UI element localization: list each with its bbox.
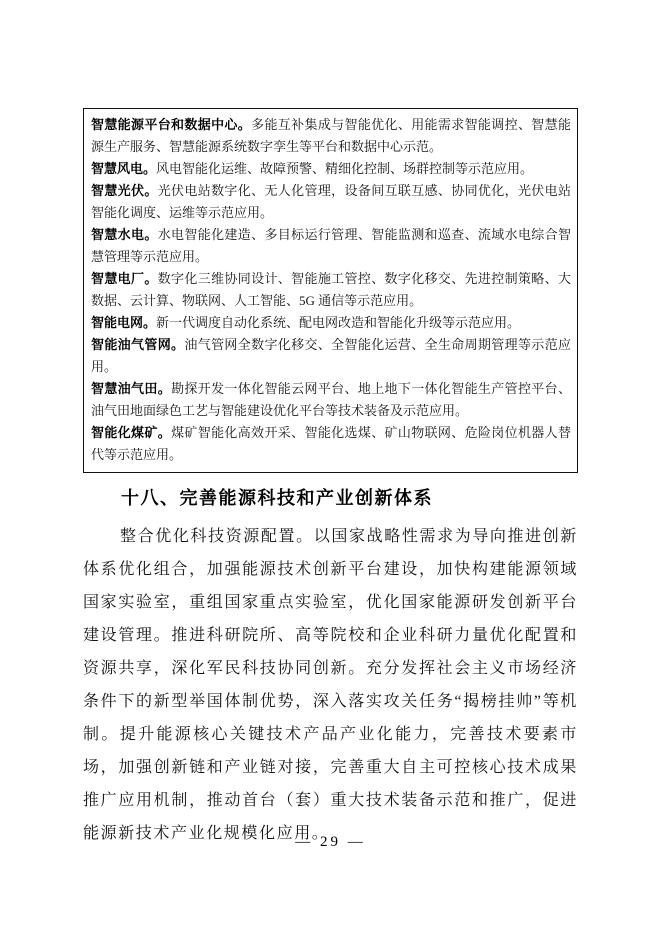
row-description: 数字化三维协同设计、智能施工管控、数字化移交、先进控制策略、大数据、云计算、物联网、人工智能、5G 通信等示范应用。 [91,271,571,308]
table-row [91,158,571,180]
row-term: 智慧电厂。 [91,271,158,286]
table-row [91,268,571,312]
table-row [91,334,571,378]
section-heading: 十八、完善能源科技和产业创新体系 [121,488,433,508]
row-term: 智慧光伏。 [91,183,158,198]
table-row [91,422,571,466]
row-description: 风电智能化运维、故障预警、精细化控制、场群控制等示范应用。 [156,161,534,176]
body-paragraph: 整合优化科技资源配置。以国家战略性需求为导向推进创新体系优化组合，加强能源技术创新平台建设，加快构建能源领域国家实验室，重组国家重点实验室，优化国家能源研发创新平台建设管理。推进科研院所、高等院校和企业科研力量优化配置和资源共享，深化军民科技协同创新。充分发挥社会主义市场经济条件下的新型举国体制优势，深入落实攻关任务“揭榜挂帅”等机制。提升能源核心关键技术产品产业化能力，完善技术要素市场，加强创新链和产业链对接，完善重大自主可控核心技术成果推广应用机制，推动首台（套）重大技术装备示范和推广，促进能源新技术产业化规模化应用。 [83,528,578,842]
row-term: 智能化煤矿。 [91,425,172,440]
row-description: 油气管网全数字化移交、全智能化运营、全生命周期管理等示范应用。 [91,337,571,374]
document-page-content [83,0,578,850]
table-row [91,378,571,422]
page-number: — 29 — [295,834,366,850]
row-term: 智慧水电。 [91,227,158,242]
smart-energy-demo-table [83,108,578,473]
table-row [91,312,571,334]
row-term: 智能电网。 [91,315,157,330]
row-term: 智慧风电。 [91,161,157,176]
table-row [91,180,571,224]
row-description: 水电智能化建造、多目标运行管理、智能监测和巡查、流域水电综合智慧管理等示范应用。 [91,227,571,264]
row-term: 智慧油气田。 [91,381,172,396]
row-description: 多能互补集成与智能优化、用能需求智能调控、智慧能源生产服务、智慧能源系统数字孪生等平台和数据中心示范。 [91,117,571,154]
table-row [91,224,571,268]
row-description: 新一代调度自动化系统、配电网改造和智能化升级等示范应用。 [156,315,521,330]
row-term: 智慧能源平台和数据中心。 [91,117,252,132]
row-description: 光伏电站数字化、无人化管理，设备间互联互感、协同优化，光伏电站智能化调度、运维等示范应用。 [91,183,571,220]
row-term: 智能油气管网。 [91,337,185,352]
row-description: 勘探开发一体化智能云网平台、地上地下一体化智能生产管控平台、油气田地面绿色工艺与智能建设优化平台等技术装备及示范应用。 [91,381,571,418]
table-row [91,114,571,158]
row-description: 煤矿智能化高效开采、智能化选煤、矿山物联网、危险岗位机器人替代等示范应用。 [91,425,571,462]
